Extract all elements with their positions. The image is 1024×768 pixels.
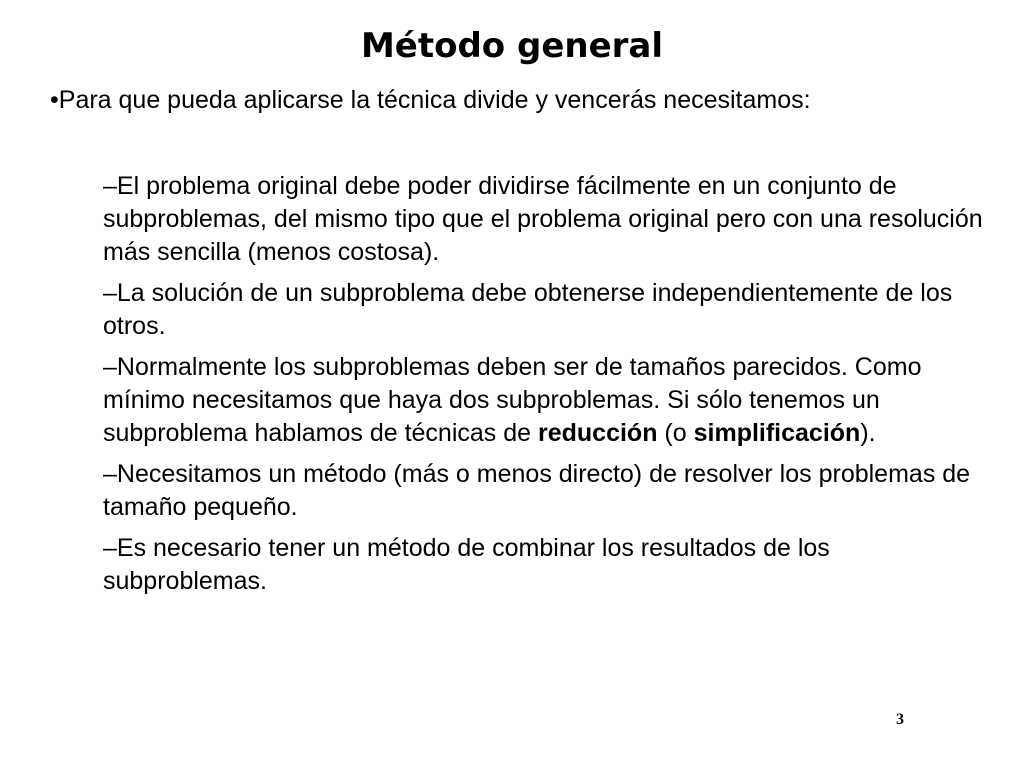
item-text-after: ).	[860, 419, 876, 447]
item-text: El problema original debe poder dividirse fácilmente en un conjunto de subproblemas, del mismo tipo que el problema original pero con una resolución más sencilla (menos costosa).	[103, 172, 983, 266]
term-reduccion: reducción	[538, 419, 658, 447]
slide-title: Método general	[360, 26, 664, 66]
dash-marker: –	[103, 279, 117, 307]
item-text: Necesitamos un método (más o menos directo) de resolver los problemas de tamaño pequeño.	[103, 460, 971, 521]
page-number: 3	[896, 711, 904, 728]
list-item	[103, 532, 993, 598]
requirements-list	[103, 170, 993, 606]
dash-marker: –	[103, 534, 117, 562]
intro-text: Para que pueda aplicarse la técnica divide y vencerás necesitamos:	[58, 86, 811, 114]
item-text-middle: (o	[657, 419, 694, 447]
item-text: Es necesario tener un método de combinar los resultados de los subproblemas.	[103, 534, 830, 595]
dash-marker: –	[103, 460, 117, 488]
intro-bullet	[50, 84, 950, 117]
list-item	[103, 277, 993, 343]
bullet-marker: •	[50, 86, 59, 114]
list-item	[103, 170, 993, 269]
dash-marker: –	[103, 353, 117, 381]
list-item	[103, 351, 993, 450]
list-item	[103, 458, 993, 524]
term-simplificacion: simplificación	[693, 419, 861, 447]
item-text-before: Normalmente los subproblemas deben ser de tamaños parecidos. Como mínimo necesitamos que haya dos subproblemas. Si sólo tenemos un subproblema hablamos de técnicas de	[103, 353, 922, 447]
item-text: La solución de un subproblema debe obtenerse independientemente de los otros.	[103, 279, 953, 340]
dash-marker: –	[103, 172, 117, 200]
